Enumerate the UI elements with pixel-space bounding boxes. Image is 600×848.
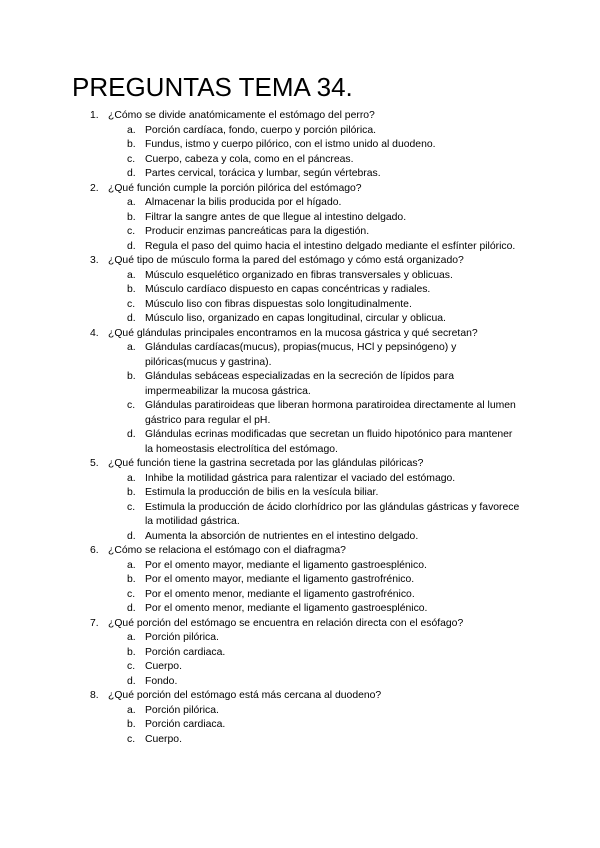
question-item: [0, 327, 600, 458]
option-item: [108, 341, 520, 370]
option-letter: a.: [127, 197, 136, 208]
option-letter: c.: [127, 661, 136, 672]
option-letter: c.: [127, 733, 136, 745]
option-item: [108, 153, 520, 168]
option-text: Por el omento mayor, mediante el ligamento gastrofrénico.: [145, 574, 415, 585]
option-item: [108, 588, 520, 603]
option-item: [108, 602, 520, 617]
option-item: [108, 631, 520, 646]
question-item: [0, 617, 600, 690]
option-letter: c.: [127, 501, 136, 513]
option-letter: b.: [127, 371, 136, 382]
option-list: [108, 196, 520, 254]
question-item: [0, 689, 600, 747]
option-letter: d.: [127, 240, 136, 252]
option-item: [108, 530, 520, 545]
option-text: Porción cardiaca.: [145, 646, 226, 658]
option-text: Cuerpo.: [145, 733, 182, 745]
question-text: ¿Qué función tiene la gastrina secretada por las glándulas pilóricas?: [108, 458, 424, 469]
option-item: [108, 660, 520, 675]
option-item: [108, 559, 520, 574]
option-item: [108, 124, 520, 139]
page-title: PREGUNTAS TEMA 34.: [72, 72, 353, 102]
question-list: [0, 109, 600, 747]
option-text: Partes cervical, torácica y lumbar, según vértebras.: [145, 168, 381, 179]
question-text: ¿Qué glándulas principales encontramos en la mucosa gástrica y qué secretan?: [108, 327, 478, 339]
question-item: [0, 457, 600, 544]
option-item: [108, 573, 520, 588]
option-text: Estimula la producción de bilis en la vesícula biliar.: [145, 487, 379, 498]
option-text: Inhibe la motilidad gástrica para ralentizar el vaciado del estómago.: [145, 472, 456, 484]
option-item: [108, 370, 520, 399]
question-text: ¿Qué función cumple la porción pilórica del estómago?: [108, 182, 362, 194]
option-item: [108, 196, 520, 211]
option-item: [108, 646, 520, 661]
question-number: 3.: [90, 255, 99, 266]
option-item: [108, 211, 520, 226]
option-text: Músculo esquelético organizado en fibras transversales y oblicuas.: [145, 269, 453, 281]
option-item: [108, 472, 520, 487]
option-letter: a.: [127, 704, 136, 716]
question-number: 8.: [90, 690, 99, 701]
question-number: 1.: [90, 110, 99, 121]
question-number: 7.: [90, 617, 99, 629]
option-text: Estimula la producción de ácido clorhídrico por las glándulas gástricas y favorece la motilidad gástrica.: [145, 501, 520, 527]
option-item: [108, 399, 520, 428]
option-item: [108, 718, 520, 733]
option-letter: b.: [127, 574, 136, 585]
option-list: [108, 269, 520, 327]
option-item: [108, 428, 520, 457]
option-letter: b.: [127, 211, 136, 223]
option-letter: d.: [127, 530, 136, 542]
option-letter: a.: [127, 269, 136, 281]
option-letter: b.: [127, 719, 136, 730]
option-text: Porción pilórica.: [145, 704, 219, 716]
option-item: [108, 733, 520, 748]
option-text: Porción cardiaca.: [145, 719, 226, 730]
question-item: [0, 544, 600, 617]
option-letter: d.: [127, 675, 136, 687]
option-text: Almacenar la bilis producida por el hígado.: [145, 197, 342, 208]
option-letter: d.: [127, 168, 136, 179]
option-text: Cuerpo, cabeza y cola, como en el páncreas.: [145, 153, 354, 165]
option-letter: d.: [127, 313, 136, 324]
option-text: Glándulas paratiroideas que liberan hormona paratiroidea directamente al lumen gástrico para regular el pH.: [145, 400, 516, 426]
option-letter: b.: [127, 139, 136, 150]
option-list: [108, 341, 520, 457]
question-number: 4.: [90, 327, 99, 339]
option-item: [108, 283, 520, 298]
option-list: [108, 124, 520, 182]
option-item: [108, 298, 520, 313]
option-item: [108, 138, 520, 153]
option-letter: c.: [127, 153, 136, 165]
question-item: [0, 109, 600, 182]
option-letter: a.: [127, 472, 136, 484]
option-item: [108, 167, 520, 182]
option-letter: d.: [127, 603, 136, 614]
option-letter: a.: [127, 632, 136, 643]
option-text: Por el omento menor, mediante el ligamento gastroesplénico.: [145, 603, 428, 614]
option-text: Filtrar la sangre antes de que llegue al intestino delgado.: [145, 211, 407, 223]
option-text: Músculo liso con fibras dispuestas solo longitudinalmente.: [145, 298, 412, 310]
option-text: Por el omento menor, mediante el ligamento gastrofrénico.: [145, 588, 415, 600]
question-text: ¿Cómo se divide anatómicamente el estómago del perro?: [108, 110, 375, 121]
option-letter: c.: [127, 226, 136, 237]
option-item: [108, 240, 520, 255]
option-text: Glándulas ecrinas modificadas que secretan un fluido hipotónico para mantener la homeostasis electrolítica del estómago.: [145, 429, 513, 455]
option-text: Producir enzimas pancreáticas para la digestión.: [145, 226, 370, 237]
option-item: [108, 704, 520, 719]
option-list: [108, 704, 520, 748]
option-letter: b.: [127, 646, 136, 658]
option-list: [108, 631, 520, 689]
option-item: [108, 486, 520, 501]
question-text: ¿Qué porción del estómago se encuentra en relación directa con el esófago?: [108, 617, 464, 629]
option-text: Porción cardíaca, fondo, cuerpo y porción pilórica.: [145, 124, 377, 136]
question-item: [0, 254, 600, 327]
option-item: [108, 225, 520, 240]
option-letter: a.: [127, 124, 136, 136]
option-list: [108, 472, 520, 545]
option-text: Fundus, istmo y cuerpo pilórico, con el istmo unido al duodeno.: [145, 139, 436, 150]
option-text: Músculo liso, organizado en capas longitudinal, circular y oblicua.: [145, 313, 446, 324]
option-letter: a.: [127, 559, 136, 571]
option-text: Cuerpo.: [145, 661, 182, 672]
question-text: ¿Cómo se relaciona el estómago con el diafragma?: [108, 545, 346, 556]
option-letter: b.: [127, 487, 136, 498]
option-text: Aumenta la absorción de nutrientes en el intestino delgado.: [145, 530, 419, 542]
question-text: ¿Qué tipo de músculo forma la pared del estómago y cómo está organizado?: [108, 255, 464, 266]
option-text: Glándulas sebáceas especializadas en la secreción de lípidos para impermeabilizar la mucosa gástrica.: [145, 371, 455, 397]
option-letter: d.: [127, 429, 136, 440]
option-letter: c.: [127, 588, 136, 600]
option-letter: a.: [127, 342, 136, 353]
option-list: [108, 559, 520, 617]
option-text: Músculo cardíaco dispuesto en capas concéntricas y radiales.: [145, 284, 431, 295]
option-item: [108, 269, 520, 284]
option-text: Regula el paso del quimo hacia el intestino delgado mediante el esfínter pilórico.: [145, 240, 516, 252]
option-item: [108, 312, 520, 327]
option-item: [108, 501, 520, 530]
option-item: [108, 675, 520, 690]
option-text: Glándulas cardíacas(mucus), propias(mucus, HCl y pepsinógeno) y pilóricas(mucus y gastrina).: [145, 342, 457, 368]
option-letter: c.: [127, 400, 136, 411]
question-item: [0, 182, 600, 255]
option-letter: c.: [127, 298, 136, 310]
option-text: Por el omento mayor, mediante el ligamento gastroesplénico.: [145, 559, 427, 571]
question-text: ¿Qué porción del estómago está más cercana al duodeno?: [108, 690, 382, 701]
option-text: Porción pilórica.: [145, 632, 219, 643]
option-text: Fondo.: [145, 675, 178, 687]
question-number: 6.: [90, 545, 99, 556]
question-number: 2.: [90, 182, 99, 194]
option-letter: b.: [127, 284, 136, 295]
question-number: 5.: [90, 458, 99, 469]
